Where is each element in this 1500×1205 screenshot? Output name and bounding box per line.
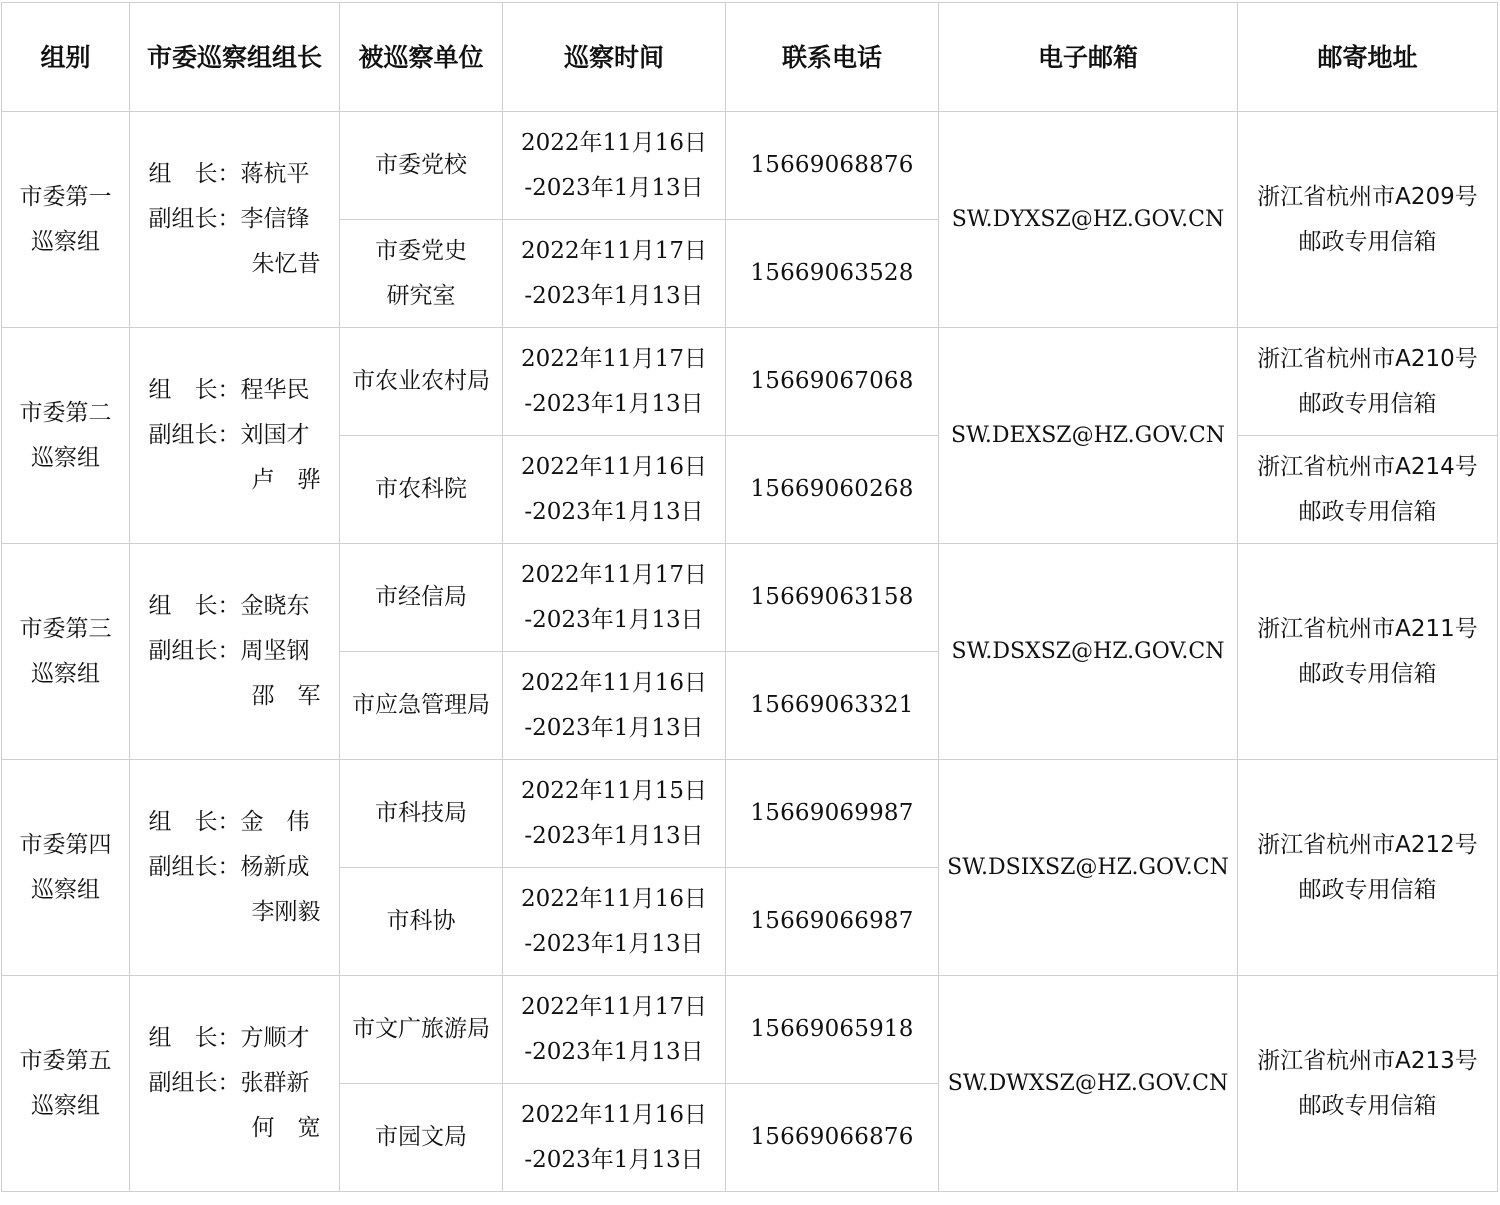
- table-row: [2, 976, 1498, 1084]
- deputy-leader-line: 朱忆昔: [251, 251, 321, 277]
- header-time: 巡察时间: [503, 3, 726, 112]
- leader-line: 组 长：金 伟: [148, 809, 310, 835]
- deputy-leader-line: 邵 军: [251, 683, 321, 709]
- phone-cell: 15669069987: [726, 760, 939, 868]
- email-cell: SW.DSXSZ@HZ.GOV.CN: [939, 544, 1238, 760]
- time-cell: 2022年11月17日 -2023年1月13日: [503, 328, 726, 436]
- time-cell: 2022年11月17日 -2023年1月13日: [503, 544, 726, 652]
- group-name-cell: 市委第二 巡察组: [2, 328, 130, 544]
- email-cell: SW.DSIXSZ@HZ.GOV.CN: [939, 760, 1238, 976]
- header-unit: 被巡察单位: [340, 3, 503, 112]
- unit-cell: 市农业农村局: [340, 328, 503, 436]
- leader-line: 组 长：方顺才: [148, 1025, 310, 1051]
- table-row: [2, 760, 1498, 868]
- deputy-leader-line: 副组长：刘国才: [148, 422, 310, 448]
- leaders-cell: [130, 328, 340, 544]
- leaders-cell: [130, 976, 340, 1192]
- table-row: [2, 112, 1498, 220]
- leader-line: 组 长：蒋杭平: [148, 161, 310, 187]
- unit-cell: 市农科院: [340, 436, 503, 544]
- header-leader: 市委巡察组组长: [130, 3, 340, 112]
- deputy-leader-line: 李刚毅: [251, 899, 321, 925]
- leader-line: 组 长：金晓东: [148, 593, 310, 619]
- address-cell: 浙江省杭州市A210号 邮政专用信箱: [1238, 328, 1498, 436]
- time-cell: 2022年11月17日 -2023年1月13日: [503, 220, 726, 328]
- address-cell: 浙江省杭州市A209号 邮政专用信箱: [1238, 112, 1498, 328]
- phone-cell: 15669068876: [726, 112, 939, 220]
- deputy-leader-line: 副组长：张群新: [148, 1070, 310, 1096]
- deputy-leader-line: 何 宽: [251, 1115, 321, 1141]
- group-name-cell: 市委第四 巡察组: [2, 760, 130, 976]
- time-cell: 2022年11月15日 -2023年1月13日: [503, 760, 726, 868]
- time-cell: 2022年11月17日 -2023年1月13日: [503, 976, 726, 1084]
- time-cell: 2022年11月16日 -2023年1月13日: [503, 652, 726, 760]
- time-cell: 2022年11月16日 -2023年1月13日: [503, 868, 726, 976]
- email-cell: SW.DWXSZ@HZ.GOV.CN: [939, 976, 1238, 1192]
- group-name-cell: 市委第五 巡察组: [2, 976, 130, 1192]
- header-email: 电子邮箱: [939, 3, 1238, 112]
- phone-cell: 15669066876: [726, 1084, 939, 1192]
- group-name-line: 巡察组: [31, 228, 100, 255]
- address-cell: 浙江省杭州市A214号 邮政专用信箱: [1238, 436, 1498, 544]
- deputy-leader-line: 卢 骅: [251, 467, 321, 493]
- phone-cell: 15669063321: [726, 652, 939, 760]
- address-cell: 浙江省杭州市A212号 邮政专用信箱: [1238, 760, 1498, 976]
- unit-cell: 市委党史 研究室: [340, 220, 503, 328]
- header-row: [2, 3, 1498, 112]
- email-cell: SW.DYXSZ@HZ.GOV.CN: [939, 112, 1238, 328]
- email-cell: SW.DEXSZ@HZ.GOV.CN: [939, 328, 1238, 544]
- address-cell: 浙江省杭州市A211号 邮政专用信箱: [1238, 544, 1498, 760]
- phone-cell: 15669066987: [726, 868, 939, 976]
- unit-cell: 市文广旅游局: [340, 976, 503, 1084]
- time-cell: 2022年11月16日 -2023年1月13日: [503, 112, 726, 220]
- deputy-leader-line: 副组长：周坚钢: [148, 638, 310, 664]
- time-cell: 2022年11月16日 -2023年1月13日: [503, 436, 726, 544]
- unit-cell: 市园文局: [340, 1084, 503, 1192]
- group-name-line: 市委第一: [19, 183, 112, 210]
- table-row: [2, 544, 1498, 652]
- unit-cell: 市应急管理局: [340, 652, 503, 760]
- unit-cell: 市委党校: [340, 112, 503, 220]
- leaders-cell: [130, 544, 340, 760]
- deputy-leader-line: 副组长：李信锋: [148, 206, 310, 232]
- phone-cell: 15669065918: [726, 976, 939, 1084]
- table-row: [2, 328, 1498, 436]
- inspection-table: [1, 2, 1498, 1192]
- phone-cell: 15669067068: [726, 328, 939, 436]
- phone-cell: 15669063158: [726, 544, 939, 652]
- header-phone: 联系电话: [726, 3, 939, 112]
- group-name-cell: [2, 112, 130, 328]
- address-cell: 浙江省杭州市A213号 邮政专用信箱: [1238, 976, 1498, 1192]
- leaders-cell: [130, 112, 340, 328]
- phone-cell: 15669060268: [726, 436, 939, 544]
- unit-cell: 市经信局: [340, 544, 503, 652]
- leaders-cell: [130, 760, 340, 976]
- phone-cell: 15669063528: [726, 220, 939, 328]
- leader-line: 组 长：程华民: [148, 377, 310, 403]
- header-group: 组别: [2, 3, 130, 112]
- unit-cell: 市科技局: [340, 760, 503, 868]
- group-name-cell: 市委第三 巡察组: [2, 544, 130, 760]
- header-address: 邮寄地址: [1238, 3, 1498, 112]
- unit-cell: 市科协: [340, 868, 503, 976]
- deputy-leader-line: 副组长：杨新成: [148, 854, 310, 880]
- time-cell: 2022年11月16日 -2023年1月13日: [503, 1084, 726, 1192]
